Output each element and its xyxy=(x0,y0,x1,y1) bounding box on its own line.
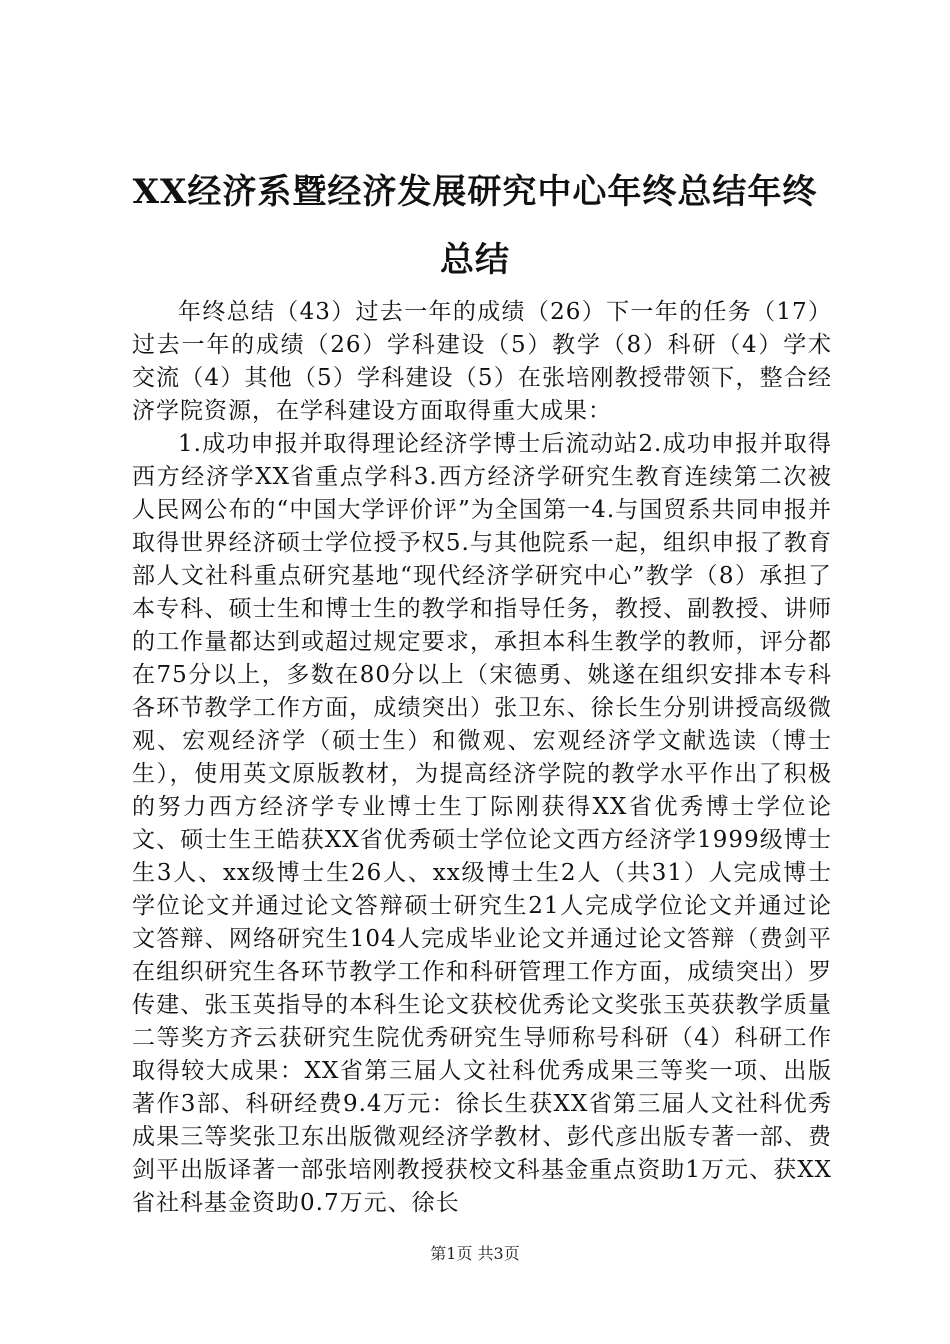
document-title: XX经济系暨经济发展研究中心年终总结年终总结 xyxy=(132,172,818,280)
page-footer: 第1页 共3页 xyxy=(430,1244,520,1263)
paragraph-intro: 年终总结（43）过去一年的成绩（26）下一年的任务（17）过去一年的成绩（26）学科建设（5）教学（8）科研（4）学术交流（4）其他（5）学科建设（5）在张培刚教授带领下，整合经济学院资源，在学科建设方面取得重大成果： xyxy=(132,299,832,424)
paragraph-achievements: 1.成功申报并取得理论经济学博士后流动站2.成功申报并取得西方经济学XX省重点学科3.西方经济学研究生教育连续第二次被人民网公布的“中国大学评价评”为全国第一4.与国贸系共同申报并取得世界经济硕士学位授予权5.与其他院系一起，组织申报了教育部人文社科重点研究基地“现代经济学研究中心”教学（8）承担了本专科、硕士生和博士生的教学和指导任务，教授、副教授、讲师的工作量都达到或超过规定要求，承担本科生教学的教师，评分都在75分以上，多数在80分以上（宋德勇、姚遂在组织安排本专科各环节教学工作方面，成绩突出）张卫东、徐长生分别讲授高级微观、宏观经济学（硕士生）和微观、宏观经济学文献选读（博士生），使用英文原版教材，为提高经济学院的教学水平作出了积极的努力西方经济学专业博士生丁际刚获得XX省优秀博士学位论文、硕士生王皓获XX省优秀硕士学位论文西方经济学1999级博士生3人、xx级博士生26人、xx级博士生2人（共31）人完成博士学位论文并通过论文答辩硕士研究生21人完成学位论文并通过论文答辩、网络研究生104人完成毕业论文并通过论文答辩（费剑平在组织研究生各环节教学工作和科研管理工作方面，成绩突出）罗传建、张玉英指导的本科生论文获校优秀论文奖张玉英获教学质量二等奖方齐云获研究生院优秀研究生导师称号科研（4）科研工作取得较大成果：XX省第三届人文社科优秀成果三等奖一项、出版著作3部、科研经费9.4万元：徐长生获XX省第三届人文社科优秀成果三等奖张卫东出版微观经济学教材、彭代彦出版专著一部、费剑平出版译著一部张培刚教授获校文科基金重点资助1万元、获XX省社科基金资助0.7万元、徐长 xyxy=(132,431,832,1216)
document-body xyxy=(132,296,832,1220)
